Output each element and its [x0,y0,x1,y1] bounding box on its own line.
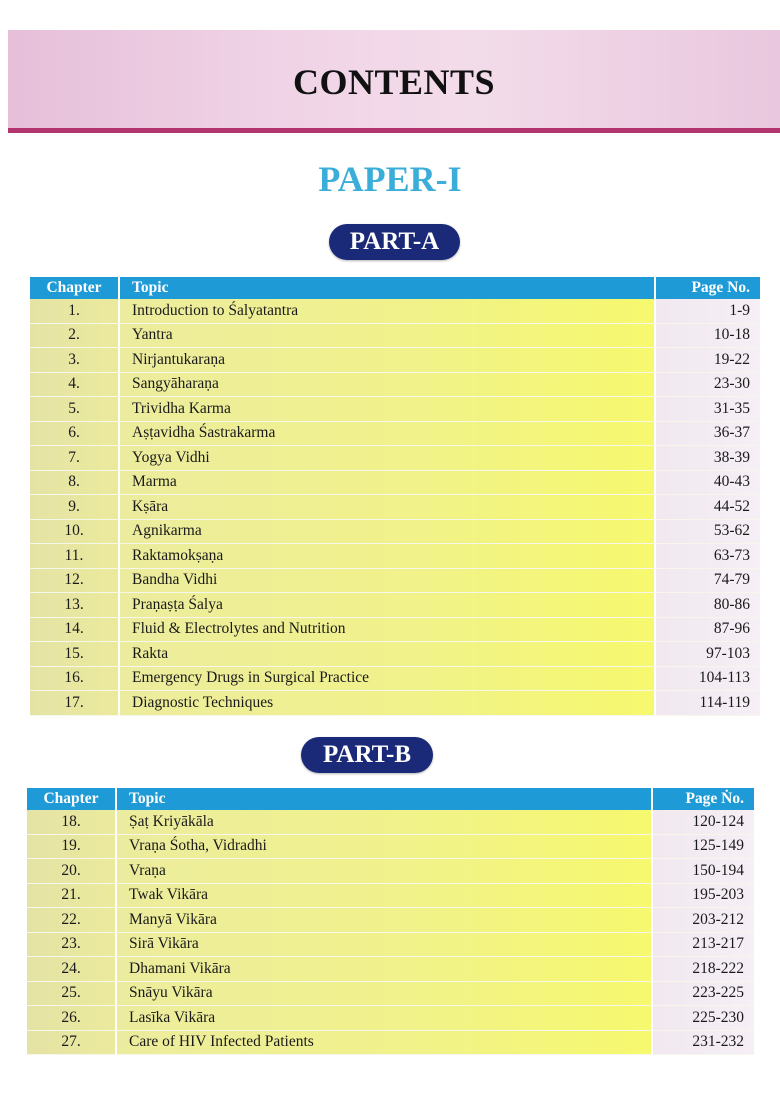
page-range: 40-43 [656,471,760,496]
page-range: 213-217 [653,933,754,958]
table-row [30,373,760,398]
table-row [30,495,760,520]
page-range: 223-225 [653,982,754,1007]
part-a-rows [30,299,760,716]
chapter-topic: Fluid & Electrolytes and Nutrition [120,618,656,643]
table-row [30,569,760,594]
chapter-topic: Twak Vikāra [117,884,653,909]
table-row [30,667,760,692]
page-range: 36-37 [656,422,760,447]
table-row [30,397,760,422]
chapter-topic: Lasīka Vikāra [117,1006,653,1031]
chapter-topic: Rakta [120,642,656,667]
chapter-topic: Aṣṭavidha Śastrakarma [120,422,656,447]
page-range: 97-103 [656,642,760,667]
chapter-topic: Yogya Vidhi [120,446,656,471]
chapter-header: Chapter [27,788,117,810]
page-range: 104-113 [656,667,760,692]
table-row [30,324,760,349]
chapter-number: 4. [30,373,120,398]
table-row [27,957,754,982]
chapter-number: 17. [30,691,120,716]
chapter-number: 25. [27,982,117,1007]
chapter-topic: Bandha Vidhi [120,569,656,594]
page-range: 225-230 [653,1006,754,1031]
page-range: 10-18 [656,324,760,349]
table-row [30,618,760,643]
chapter-number: 7. [30,446,120,471]
chapter-topic: Trividha Karma [120,397,656,422]
chapter-number: 1. [30,299,120,324]
chapter-number: 10. [30,520,120,545]
table-row [30,642,760,667]
table-row [30,446,760,471]
table-row [30,348,760,373]
paper-title: PAPER-I [318,159,462,199]
topic-header: Topic [120,277,656,299]
table-row [30,422,760,447]
chapter-number: 27. [27,1031,117,1056]
chapter-number: 11. [30,544,120,569]
chapter-topic: Introduction to Śalyatantra [120,299,656,324]
page-range: 80-86 [656,593,760,618]
part-b-table [27,788,754,1055]
chapter-number: 20. [27,859,117,884]
chapter-number: 15. [30,642,120,667]
page-range: 23-30 [656,373,760,398]
chapter-number: 21. [27,884,117,909]
chapter-topic: Yantra [120,324,656,349]
chapter-topic: Raktamokṣaṇa [120,544,656,569]
chapter-topic: Marma [120,471,656,496]
page-header: Page No. [656,277,760,299]
chapter-number: 19. [27,835,117,860]
chapter-number: 16. [30,667,120,692]
chapter-number: 26. [27,1006,117,1031]
chapter-topic: Kṣāra [120,495,656,520]
table-row [30,520,760,545]
table-header [27,788,754,810]
chapter-topic: Vraṇa [117,859,653,884]
table-row [30,691,760,716]
part-a-table [30,277,760,716]
chapter-number: 14. [30,618,120,643]
table-header [30,277,760,299]
chapter-topic: Ṣaṭ Kriyākāla [117,810,653,835]
table-row [27,982,754,1007]
chapter-topic: Sangyāharaṇa [120,373,656,398]
part-b-rows [27,810,754,1055]
chapter-number: 23. [27,933,117,958]
table-row [27,884,754,909]
page-range: 150-194 [653,859,754,884]
page-range: 87-96 [656,618,760,643]
chapter-topic: Emergency Drugs in Surgical Practice [120,667,656,692]
chapter-topic: Care of HIV Infected Patients [117,1031,653,1056]
table-row [27,859,754,884]
table-row [27,810,754,835]
chapter-topic: Sirā Vikāra [117,933,653,958]
chapter-topic: Snāyu Vikāra [117,982,653,1007]
table-row [30,299,760,324]
chapter-number: 2. [30,324,120,349]
part-a-badge: PART-A [329,224,460,260]
chapter-number: 24. [27,957,117,982]
page-range: 120-124 [653,810,754,835]
chapter-number: 3. [30,348,120,373]
page-range: 53-62 [656,520,760,545]
page-range: 74-79 [656,569,760,594]
chapter-topic: Praṇaṣṭa Śalya [120,593,656,618]
table-row [27,1031,754,1056]
chapter-topic: Diagnostic Techniques [120,691,656,716]
chapter-topic: Nirjantukaraṇa [120,348,656,373]
page-range: 63-73 [656,544,760,569]
page-range: 203-212 [653,908,754,933]
table-row [30,471,760,496]
chapter-number: 12. [30,569,120,594]
page-range: 1-9 [656,299,760,324]
page-range: 231-232 [653,1031,754,1056]
contents-banner [8,30,780,133]
table-row [30,593,760,618]
page-title: CONTENTS [292,62,496,102]
page-range: 114-119 [656,691,760,716]
page-range: 31-35 [656,397,760,422]
topic-header: Topic [117,788,653,810]
chapter-topic: Dhamani Vikāra [117,957,653,982]
chapter-topic: Agnikarma [120,520,656,545]
table-row [27,933,754,958]
table-row [30,544,760,569]
chapter-number: 18. [27,810,117,835]
page-range: 125-149 [653,835,754,860]
page-range: 38-39 [656,446,760,471]
page-range: 19-22 [656,348,760,373]
part-b-badge: PART-B [301,737,433,773]
chapter-topic: Manyā Vikāra [117,908,653,933]
chapter-number: 8. [30,471,120,496]
chapter-number: 6. [30,422,120,447]
page-range: 218-222 [653,957,754,982]
page-range: 44-52 [656,495,760,520]
table-row [27,835,754,860]
chapter-header: Chapter [30,277,120,299]
page-range: 195-203 [653,884,754,909]
chapter-number: 22. [27,908,117,933]
table-row [27,908,754,933]
chapter-number: 13. [30,593,120,618]
page-header: Page Ṅo. [653,788,754,810]
chapter-topic: Vraṇa Śotha, Vidradhi [117,835,653,860]
chapter-number: 9. [30,495,120,520]
chapter-number: 5. [30,397,120,422]
table-row [27,1006,754,1031]
